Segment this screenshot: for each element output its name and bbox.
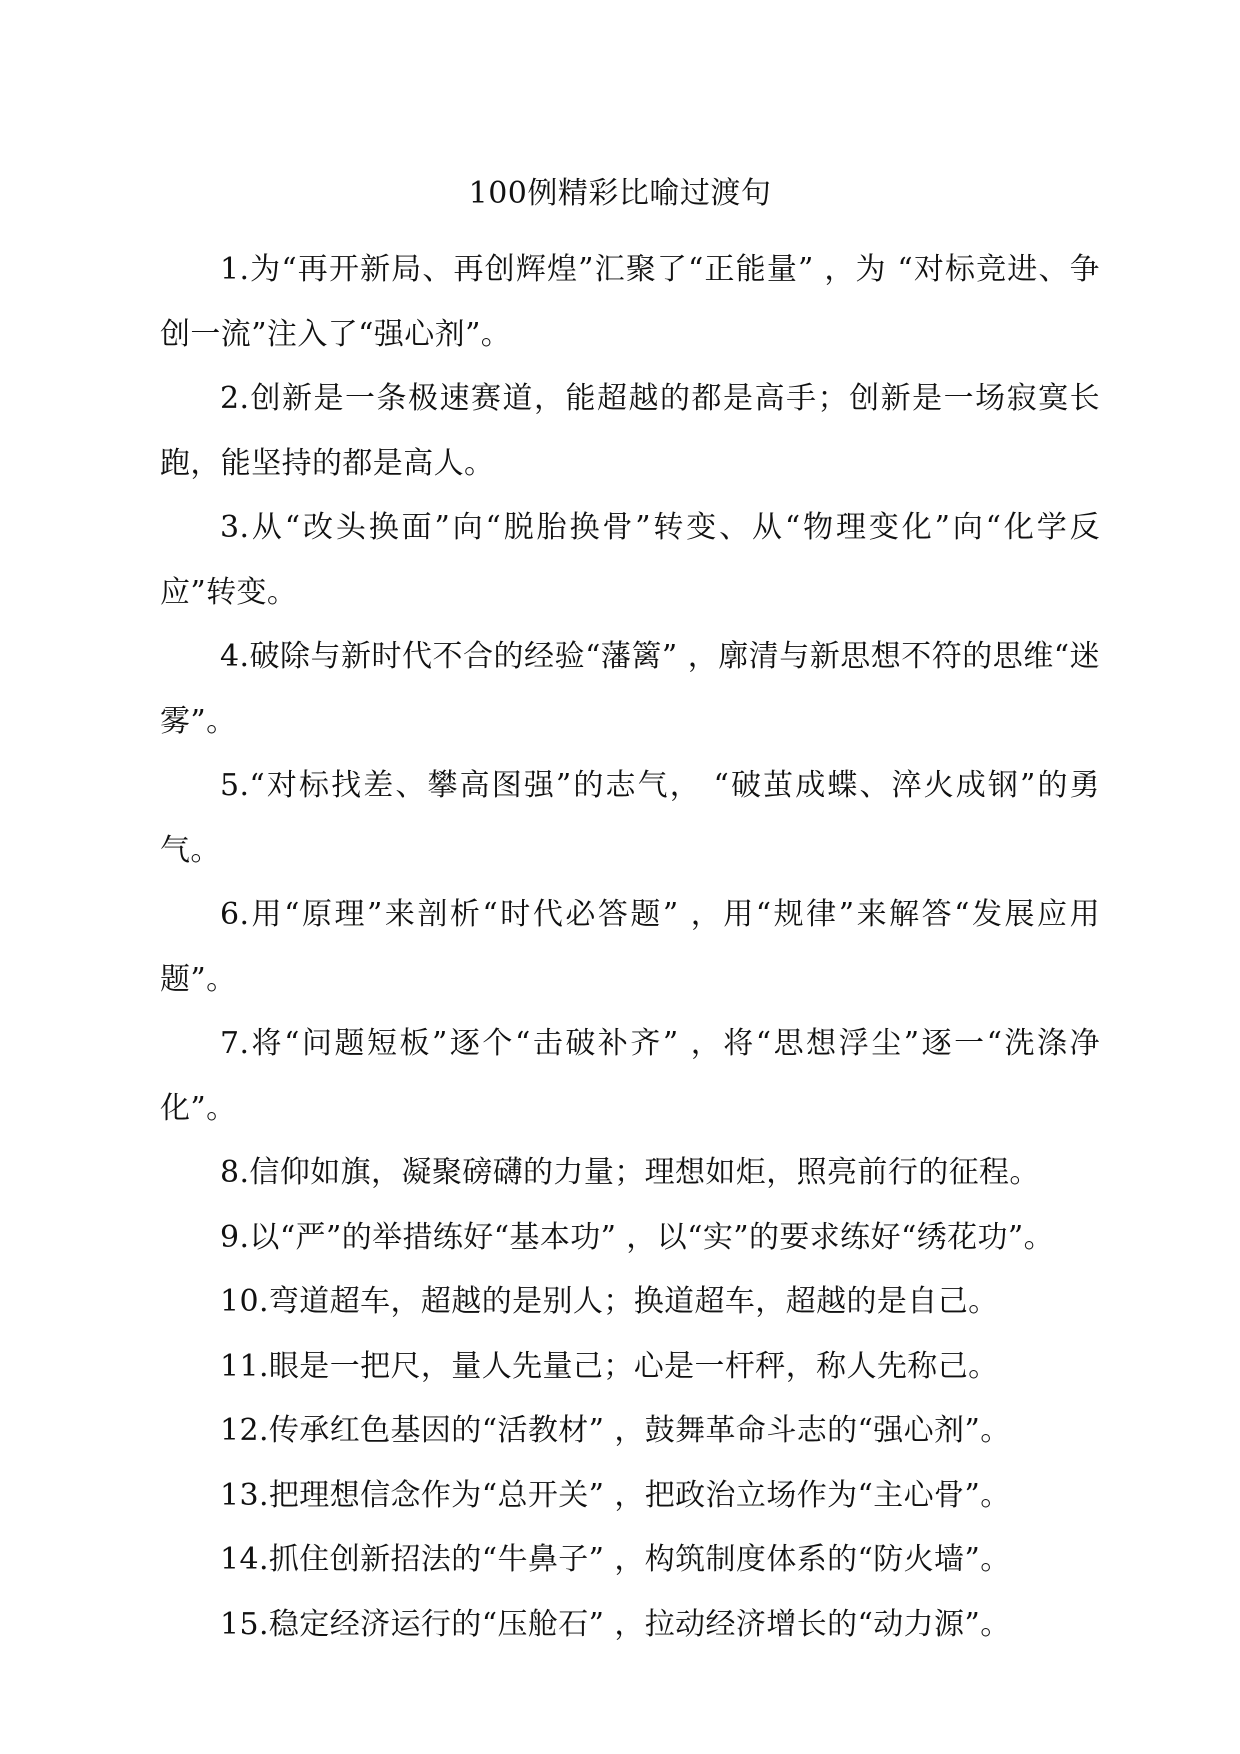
list-item: 5.“对标找差、攀高图强”的志气， “破茧成蝶、淬火成钢”的勇气。 [160, 768, 1100, 868]
list-item: 11.眼是一把尺，量人先量己；心是一杆秤，称人先称己。 [220, 1348, 999, 1384]
list-item: 12.传承红色基因的“活教材” ，鼓舞革命斗志的“强心剂”。 [220, 1413, 1011, 1448]
list-item: 8.信仰如旗，凝聚磅礴的力量；理想如炬，照亮前行的征程。 [220, 1155, 1040, 1190]
list-item: 6.用“原理”来剖析“时代必答题” ，用“规律”来解答“发展应用题”。 [160, 897, 1100, 997]
list-item: 2.创新是一条极速赛道，能超越的都是高手；创新是一场寂寞长跑，能坚持的都是高人。 [160, 381, 1100, 481]
list-item: 4.破除与新时代不合的经验“藩篱” ，廓清与新思想不符的思维“迷雾”。 [160, 639, 1100, 739]
list-item: 13.把理想信念作为“总开关” ，把政治立场作为“主心骨”。 [220, 1477, 1011, 1513]
list-item: 3.从“改头换面”向“脱胎换骨”转变、从“物理变化”向“化学反应”转变。 [160, 510, 1100, 610]
list-item: 15.稳定经济运行的“压舱石” ，拉动经济增长的“动力源”。 [220, 1606, 1011, 1642]
document-body [160, 238, 1100, 1657]
list-item: 1.为“再开新局、再创辉煌”汇聚了“正能量” ，为 “对标竞进、争创一流”注入了“强心剂”。 [160, 252, 1100, 352]
list-item: 10.弯道超车，超越的是别人；换道超车，超越的是自己。 [220, 1284, 999, 1319]
list-item: 14.抓住创新招法的“牛鼻子” ，构筑制度体系的“防火墙”。 [220, 1542, 1011, 1577]
list-item: 9.以“严”的举措练好“基本功” ，以“实”的要求练好“绣花功”。 [220, 1219, 1055, 1255]
document-title: 100例精彩比喻过渡句 [468, 176, 772, 211]
list-item: 7.将“问题短板”逐个“击破补齐” ，将“思想浮尘”逐一“洗涤净化”。 [160, 1026, 1100, 1126]
